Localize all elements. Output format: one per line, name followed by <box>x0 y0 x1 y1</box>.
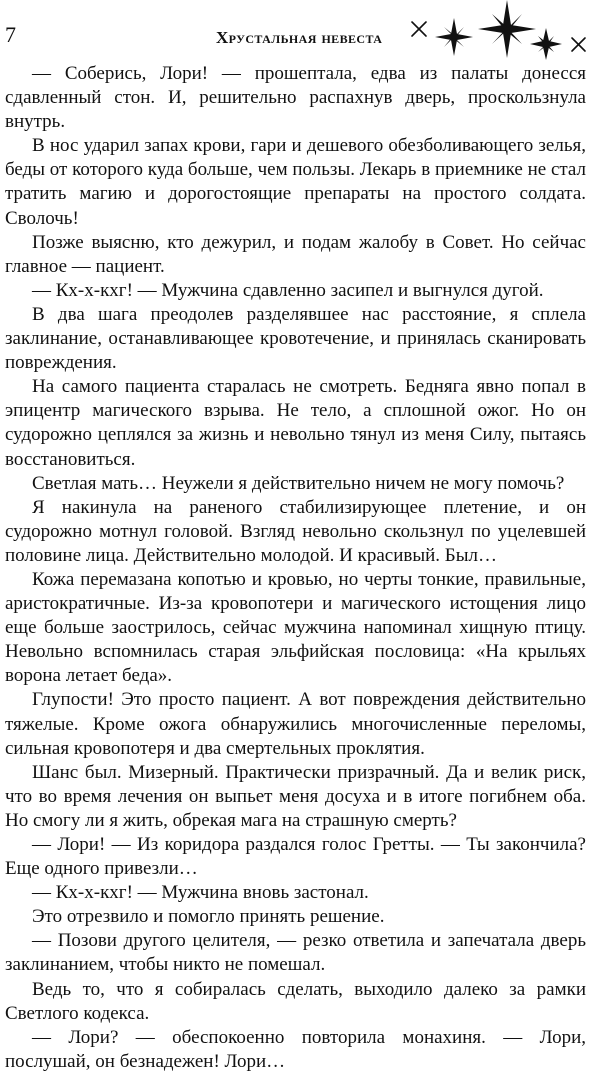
paragraph: Я накинула на раненого стабилизирующее плетение, и он судорожно мотнул головой. Взгляд невольно скользнул по уцелевшей половине лица. Действительно молодой. И красивый. Был… <box>5 496 586 566</box>
paragraph: — Кх-х-кхг! — Мужчина вновь застонал. <box>32 882 369 904</box>
paragraph: — Лори! — Из коридора раздался голос Гретты. — Ты закончила? Еще одного привезли… <box>5 834 586 880</box>
paragraph: Кожа перемазана копотью и кровью, но черты тонкие, правильные, аристократичные. Из-за кровопотери и магического истощения лицо еще больше заострилось, сейчас мужчина напоминал хищную птицу. Невольно вспомнилась старая эльфийская пословица: «На крыльях ворона летает беда». <box>5 568 586 687</box>
paragraph: — Позови другого целителя, — резко ответила и запечатала дверь заклинанием, чтобы никто не помешал. <box>5 930 586 976</box>
small-cross-star-right-icon <box>572 38 585 51</box>
paragraph: Светлая мать… Неужели я действительно ничем не могу помочь? <box>32 472 565 494</box>
running-title: Хрустальная невеста <box>216 28 383 47</box>
page-number: 7 <box>5 22 16 47</box>
small-cross-star-icon <box>412 22 426 36</box>
sparkle-stars-icon <box>400 0 591 70</box>
paragraph: Ведь то, что я собиралась сделать, выходило далеко за рамки Светлого кодекса. <box>5 978 586 1024</box>
body-text <box>5 62 586 1074</box>
paragraph: В два шага преодолев разделявшее нас расстояние, я сплела заклинание, останавливающее кровотечение, и принялась сканировать повреждения. <box>5 303 586 374</box>
paragraph: Позже выясню, кто дежурил, и подам жалобу в Совет. Но сейчас главное — пациент. <box>5 231 586 277</box>
paragraph: Шанс был. Мизерный. Практически призрачный. Да и велик риск, что во время лечения он выпьет меня досуха и в итоге погибнем оба. Но смогу ли я жить, обрекая мага на страшную смерть? <box>5 761 586 831</box>
paragraph: — Соберись, Лори! — прошептала, едва из палаты донесся сдавленный стон. И, решительно распахнув дверь, проскользнула внутрь. <box>5 63 586 133</box>
paragraph: На самого пациента старалась не смотреть. Бедняга явно попал в эпицентр магического взрыва. Не тело, а сплошной ожог. Но он судорожно цеплялся за жизнь и невольно тянул из меня Силу, пытаясь восстановиться. <box>5 376 586 470</box>
paragraph: Это отрезвило и помогло принять решение. <box>32 906 385 928</box>
page-header <box>0 0 591 70</box>
paragraph: В нос ударил запах крови, гари и дешевого обезболивающего зелья, беды от которого куда больше, чем пользы. Лекарь в приемнике не стал тратить магию и дорогостоящие препараты на простого солдата. Сволочь! <box>5 135 586 229</box>
paragraph: — Кх-х-кхг! — Мужчина сдавленно засипел и выгнулся дугой. <box>32 279 544 301</box>
paragraph: Глупости! Это просто пациент. А вот повреждения действительно тяжелые. Кроме ожога обнаружились многочисленные переломы, сильная кровопотеря и два смертельных проклятия. <box>5 689 586 759</box>
paragraph: — Лори? — обеспокоенно повторила монахиня. — Лори, послушай, он безнадежен! Лори… <box>5 1026 586 1072</box>
